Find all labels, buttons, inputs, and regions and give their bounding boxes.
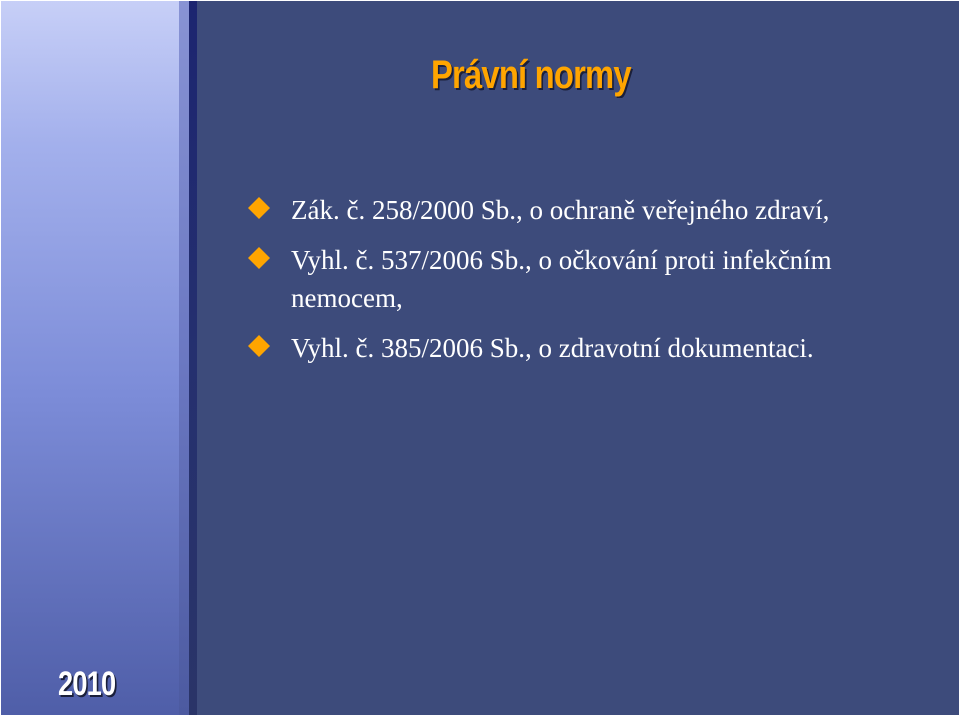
- bullet-text: Zák. č. 258/2000 Sb., o ochraně veřejného zdraví,: [291, 195, 830, 225]
- bullet-text: Vyhl. č. 537/2006 Sb., o očkování proti infekčním nemocem,: [291, 245, 832, 313]
- bullet-list: [245, 191, 945, 379]
- slide-title: Právní normy: [431, 53, 631, 97]
- bullet-item: [245, 241, 945, 317]
- slide: [1, 1, 959, 715]
- bullet-item: [245, 329, 945, 367]
- bullet-text: Vyhl. č. 385/2006 Sb., o zdravotní dokumentaci.: [291, 333, 814, 363]
- side-gradient-panel: [1, 1, 179, 715]
- diamond-bullet-icon: [248, 247, 270, 269]
- side-stripe-dark: [189, 1, 197, 715]
- side-stripe-light: [179, 1, 189, 715]
- diamond-bullet-icon: [248, 335, 270, 357]
- footer-year: 2010: [58, 665, 116, 703]
- diamond-bullet-icon: [248, 197, 270, 219]
- bullet-item: [245, 191, 945, 229]
